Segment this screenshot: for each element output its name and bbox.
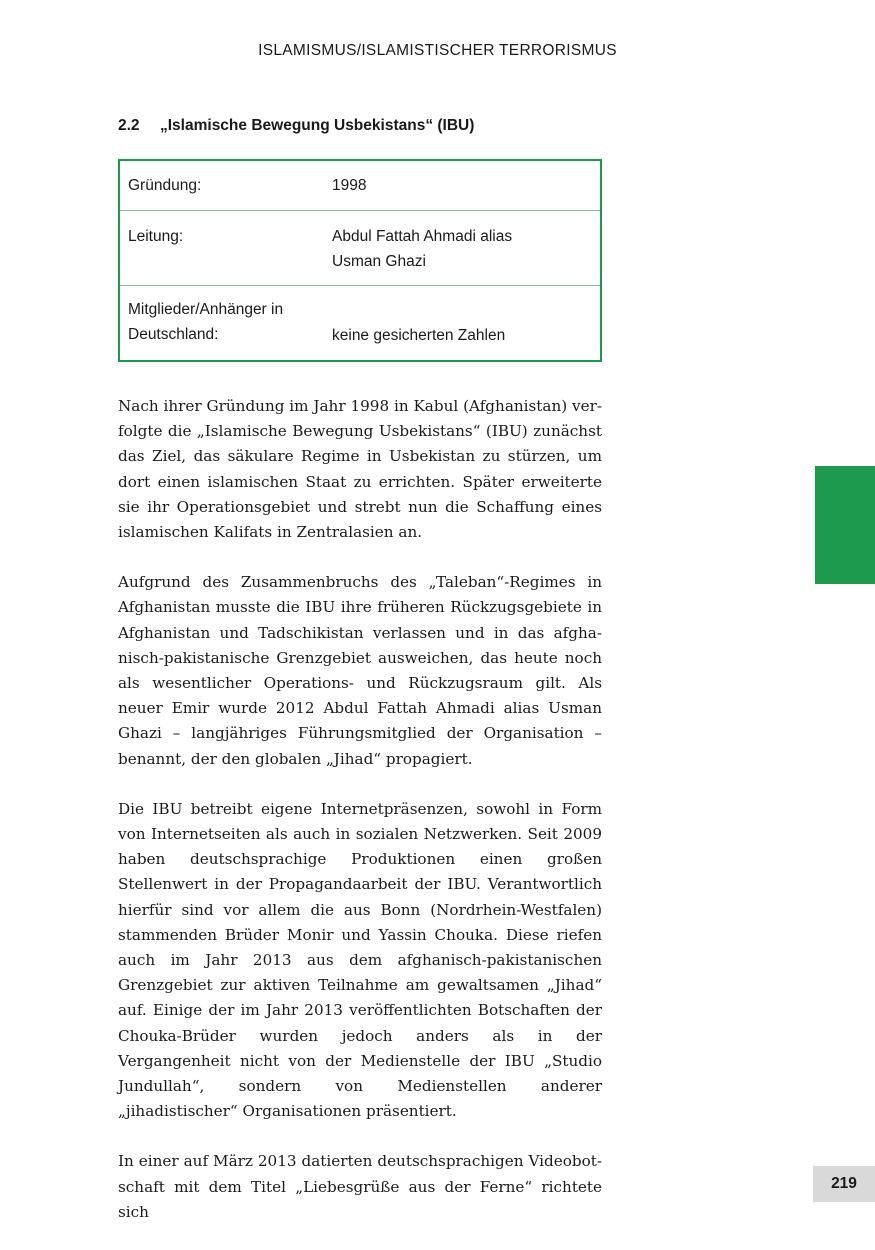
paragraph-4: In einer auf März 2013 datierten deutschsprachigen Videobotschaft mit dem Titel „Liebesgrüße aus der Ferne“ richtete sich xyxy=(118,1152,602,1221)
fact-box xyxy=(118,159,602,362)
section-title: „Islamische Bewegung Usbekistans“ (IBU) xyxy=(160,117,475,134)
paragraph-2: Aufgrund des Zusammenbruchs des „Taleban“-Regimes in Afghanistan musste die IBU ihre früheren Rückzugsgebiete in Afghanistan und Tadschikistan verlassen und in das afghanisch-pakistanische Grenzgebiet ausweichen, das heute noch als wesentlicher Operations- und Rückzugsraum gilt. Als neuer Emir wurde 2012 Abdul Fattah Ahmadi alias Usman Ghazi – langjähriges Führungsmitglied der Organisation – benannt, der den globalen „Jihad“ propagiert. xyxy=(118,573,602,768)
members-label-line1: Mitglieder/Anhänger in xyxy=(128,301,284,318)
members-label xyxy=(120,297,332,347)
paragraph-1: Nach ihrer Gründung im Jahr 1998 in Kabul (Afghanistan) verfolgte die „Islamische Bewegung Usbekistans“ (IBU) zunächst das Ziel, das säkulare Regime in Usbekistan zu stürzen, um dort einen islamischen Staat zu errichten. Später erweiterte sie ihr Operationsgebiet und strebt nun die Schaffung eines islamischen Kalifats in Zentralasien an. xyxy=(118,397,602,542)
members-value: keine gesicherten Zahlen xyxy=(332,327,506,344)
running-header-title: ISLAMISMUS/ISLAMISTISCHER TERRORISMUS xyxy=(258,42,617,59)
fact-row-leadership xyxy=(120,211,600,286)
page-number-text: 219 xyxy=(831,1175,857,1192)
leadership-value-line1: Abdul Fattah Ahmadi alias xyxy=(332,228,513,245)
body-text xyxy=(118,394,602,1250)
section-number: 2.2 xyxy=(118,117,140,134)
section-heading xyxy=(118,117,474,135)
leadership-value-line2: Usman Ghazi xyxy=(332,253,426,270)
leadership-value xyxy=(332,224,600,274)
founding-value: 1998 xyxy=(332,176,367,194)
page-number xyxy=(813,1166,875,1202)
fact-row-founding xyxy=(120,161,600,211)
fact-row-members xyxy=(120,286,600,360)
paragraph-3: Die IBU betreibt eigene Internetpräsenzen, sowohl in Form von Internetseiten als auch in sozialen Netzwerken. Seit 2009 haben deutschsprachige Produktionen einen großen Stellenwert in der Propagandaarbeit der IBU. Verantwortlich hierfür sind vor allem die aus Bonn (Nordrhein-Westfalen) stammenden Brüder Monir und Yassin Chouka. Diese riefen auch im Jahr 2013 aus dem afghanisch-pakistanischen Grenzgebiet zur aktiven Teilnahme am gewaltsamen „Jihad“ auf. Einige der im Jahr 2013 veröffentlichten Botschaften der Chouka-Brüder wurden jedoch anders als in der Vergangenheit nicht von der Medienstelle der IBU „Studio Jundullah“, sondern von Medienstellen anderer „jihadistischer“ Organisationen präsentiert. xyxy=(118,799,602,1121)
founding-label: Gründung: xyxy=(128,176,202,194)
members-label-line2: Deutschland: xyxy=(128,326,219,343)
leadership-label: Leitung: xyxy=(128,228,184,245)
chapter-side-tab xyxy=(815,466,875,584)
running-header xyxy=(0,42,875,60)
